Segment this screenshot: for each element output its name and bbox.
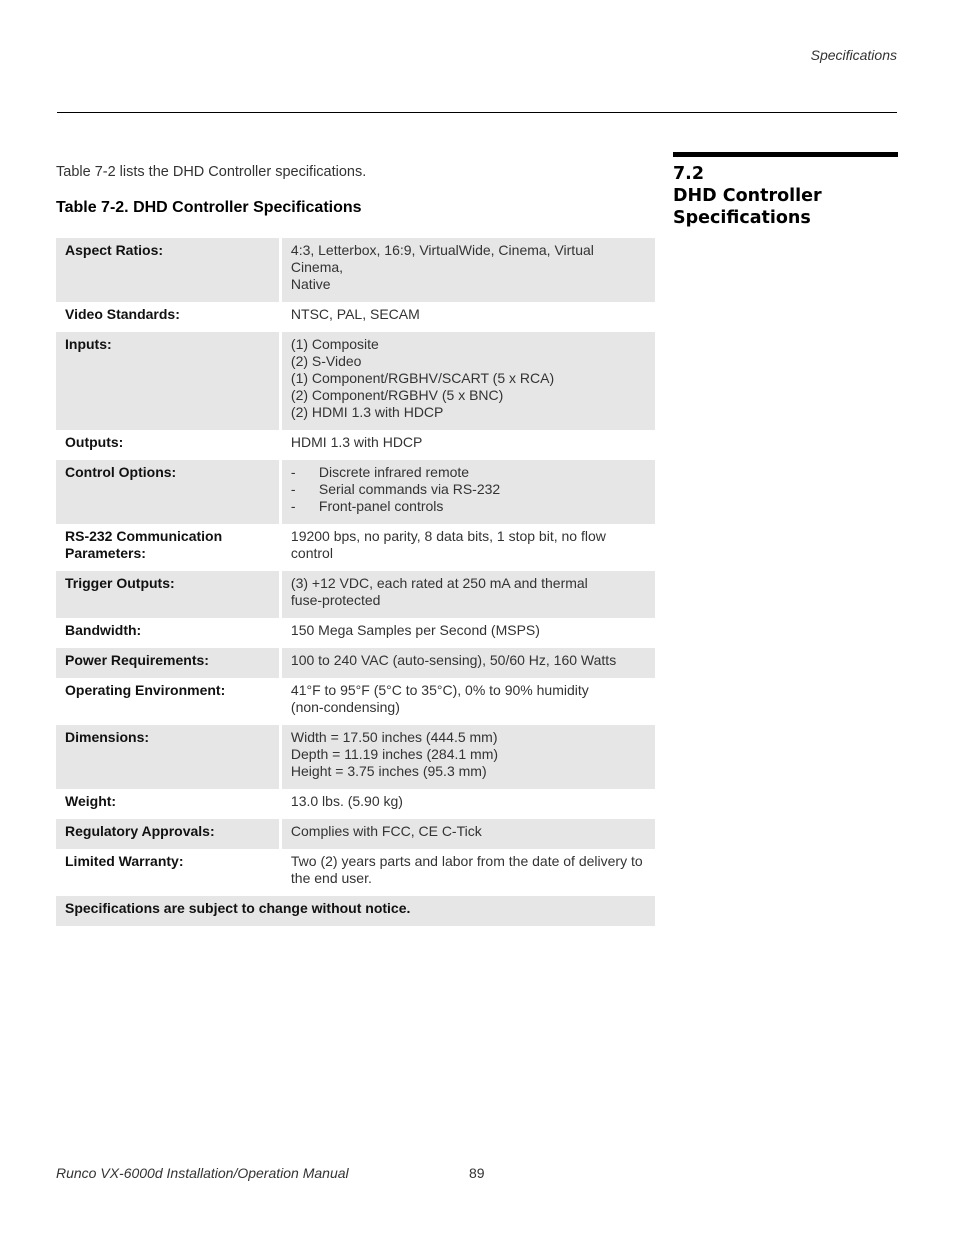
table-row (56, 678, 655, 725)
bullet-text: Discrete infrared remote (318, 464, 470, 480)
spec-label (56, 524, 279, 571)
bullet-item (291, 481, 646, 498)
spec-value (282, 678, 655, 725)
spec-value-line: (1) Component/RGBHV/SCART (5 x RCA) (290, 370, 555, 386)
spec-value-line: (2) S-Video (290, 353, 362, 369)
table-row (56, 524, 655, 571)
spec-label-line: RS-232 Communication (65, 528, 223, 544)
spec-value-line: 13.0 lbs. (5.90 kg) (290, 793, 403, 809)
spec-table (56, 238, 655, 926)
bullet-dash: - (290, 464, 296, 480)
footer-page-number: 89 (469, 1165, 485, 1181)
table-row (56, 430, 655, 460)
table-note: Specifications are subject to change without notice. (56, 896, 655, 926)
table-row (56, 302, 655, 332)
table-row (56, 618, 655, 648)
section-heading (673, 152, 898, 229)
bullet-dash: - (290, 481, 296, 497)
spec-value-line: Native (290, 276, 331, 292)
spec-value-line: 4:3, Letterbox, 16:9, VirtualWide, Cinema, Virtual Cinema, (290, 242, 594, 275)
spec-label: Inputs: (56, 332, 279, 430)
footer-manual-title: Runco VX-6000d Installation/Operation Manual (56, 1165, 349, 1181)
spec-label: Bandwidth: (65, 622, 142, 638)
spec-value-line: Depth = 11.19 inches (284.1 mm) (290, 746, 499, 762)
spec-value-line: (non-condensing) (290, 699, 400, 715)
bullet-text: Serial commands via RS-232 (318, 481, 501, 497)
section-number: 7.2 (673, 164, 705, 184)
table-row (56, 648, 655, 678)
spec-label: Regulatory Approvals: (56, 819, 279, 849)
spec-label: Video Standards: (65, 306, 180, 322)
spec-label: Limited Warranty: (65, 853, 184, 869)
spec-value-line: 41°F to 95°F (5°C to 35°C), 0% to 90% humidity (290, 682, 589, 698)
table-row (56, 332, 655, 430)
spec-label: Control Options: (56, 460, 279, 524)
spec-value (282, 571, 655, 618)
spec-value (282, 819, 655, 849)
spec-value (282, 789, 655, 819)
spec-value-line: fuse-protected (290, 592, 381, 608)
spec-value (282, 332, 655, 430)
spec-label: Dimensions: (56, 725, 279, 789)
spec-value-line: 150 Mega Samples per Second (MSPS) (290, 622, 540, 638)
spec-value (282, 430, 655, 460)
spec-value-line: HDMI 1.3 with HDCP (290, 434, 423, 450)
spec-value (282, 849, 655, 896)
spec-value (282, 725, 655, 789)
table-row (56, 460, 655, 524)
spec-value-line: (1) Composite (290, 336, 379, 352)
bullet-text: Front-panel controls (318, 498, 444, 514)
spec-value-line: (2) Component/RGBHV (5 x BNC) (290, 387, 504, 403)
table-row (56, 819, 655, 849)
spec-value-line: NTSC, PAL, SECAM (290, 306, 420, 322)
spec-value (282, 618, 655, 648)
intro-text: Table 7-2 lists the DHD Controller specifications. (56, 164, 367, 180)
bullet-item (291, 498, 646, 515)
spec-value (282, 302, 655, 332)
section-title-line2: Specifications (673, 208, 811, 228)
table-row (56, 238, 655, 302)
spec-value-line: Height = 3.75 inches (95.3 mm) (290, 763, 487, 779)
bullet-dash: - (290, 498, 296, 514)
spec-value-line: Width = 17.50 inches (444.5 mm) (290, 729, 498, 745)
table-row (56, 725, 655, 789)
spec-value-line: (2) HDMI 1.3 with HDCP (290, 404, 444, 420)
table-caption: Table 7-2. DHD Controller Specifications (56, 199, 362, 216)
running-head: Specifications (810, 47, 897, 63)
table-row (56, 849, 655, 896)
bullet-item (291, 464, 646, 481)
header-rule (57, 112, 897, 113)
spec-value-line: the end user. (290, 870, 372, 886)
table-row (56, 789, 655, 819)
spec-label: Weight: (65, 793, 117, 809)
spec-value-line: (3) +12 VDC, each rated at 250 mA and thermal (290, 575, 588, 591)
spec-value (282, 238, 655, 302)
spec-value-line: 19200 bps, no parity, 8 data bits, 1 stop bit, no flow control (290, 528, 606, 561)
spec-value (282, 460, 655, 524)
section-bar (673, 152, 898, 157)
section-title-line1: DHD Controller (673, 186, 822, 206)
spec-value-line: Complies with FCC, CE C-Tick (290, 823, 482, 839)
spec-label: Power Requirements: (56, 648, 279, 678)
spec-value-line: 100 to 240 VAC (auto-sensing), 50/60 Hz, 160 Watts (290, 652, 617, 668)
spec-value-line: Two (2) years parts and labor from the date of delivery to (290, 853, 643, 869)
spec-value (282, 524, 655, 571)
table-row (56, 571, 655, 618)
spec-value (282, 648, 655, 678)
spec-label: Outputs: (65, 434, 124, 450)
spec-label: Operating Environment: (65, 682, 226, 698)
spec-label: Aspect Ratios: (56, 238, 279, 302)
spec-label: Trigger Outputs: (56, 571, 279, 618)
spec-label-line: Parameters: (65, 545, 146, 561)
